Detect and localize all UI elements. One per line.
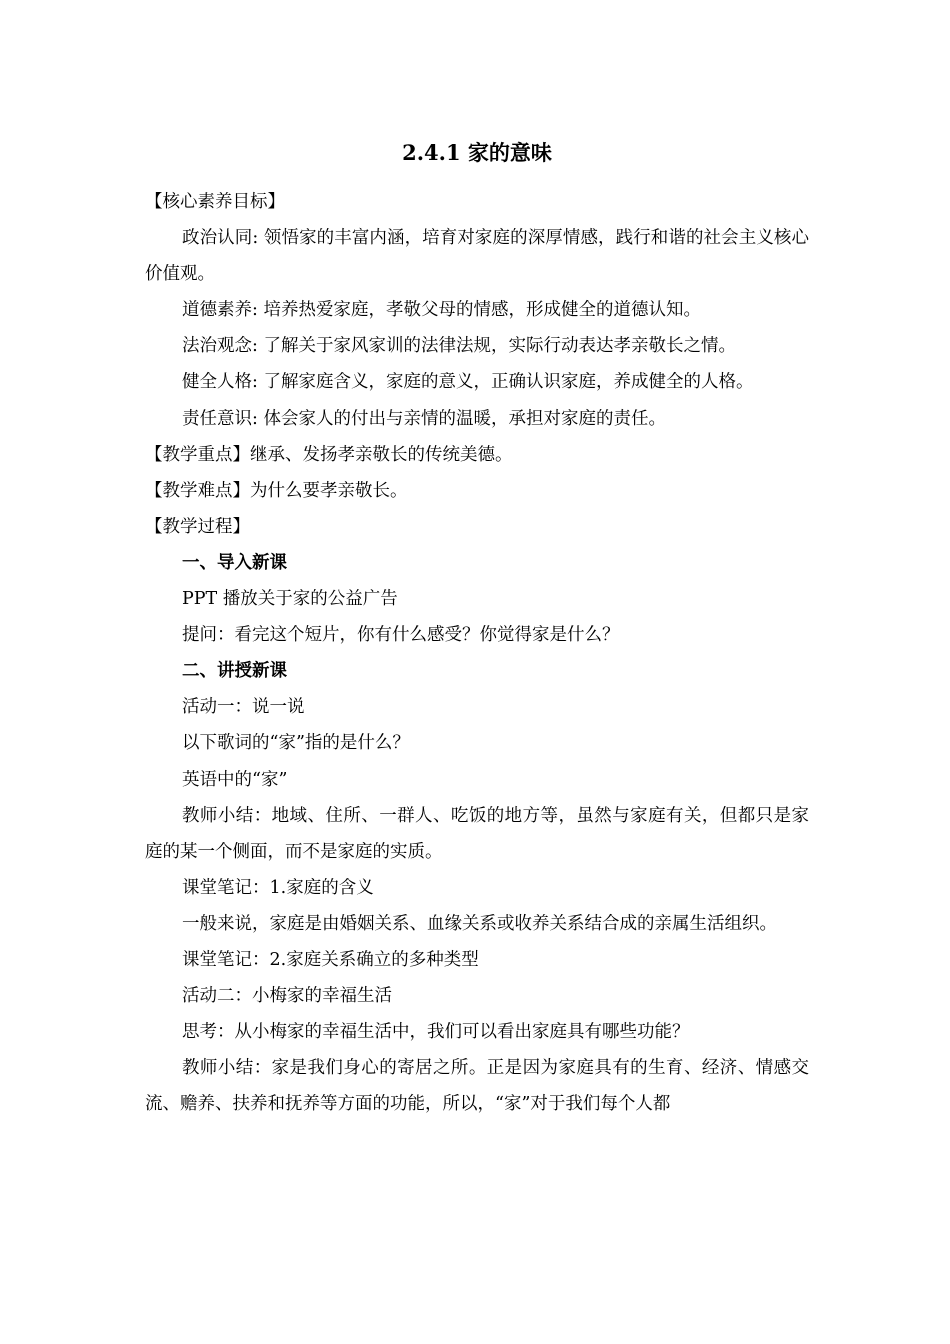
goal-responsibility: 责任意识: 体会家人的付出与亲情的温暖，承担对家庭的责任。	[182, 408, 666, 429]
difficult-point: 【教学难点】为什么要孝亲敬长。	[145, 480, 408, 501]
goal-personality: 健全人格: 了解家庭含义，家庭的意义，正确认识家庭，养成健全的人格。	[182, 372, 754, 393]
goal-political: 政治认同: 领悟家的丰富内涵，培育对家庭的深厚情感，践行和谐的社会主义核心价值观。	[145, 228, 809, 285]
activity2: 活动二：小梅家的幸福生活	[182, 986, 392, 1007]
document-title: 2.4.1 家的意味	[402, 140, 552, 165]
class-note-1: 课堂笔记：1.家庭的含义	[182, 877, 374, 898]
lyrics-question: 以下歌词的“家”指的是什么？	[182, 733, 410, 754]
document-body	[145, 184, 809, 1122]
goal-law: 法治观念: 了解关于家风家训的法律法规，实际行动表达孝亲敬长之情。	[182, 336, 736, 357]
class-note-2: 课堂笔记：2.家庭关系确立的多种类型	[182, 949, 479, 970]
process-header: 【教学过程】	[145, 516, 250, 537]
teacher-summary-1: 教师小结：地域、住所、一群人、吃饭的地方等，虽然与家庭有关，但都只是家庭的某一个侧面，而不是家庭的实质。	[145, 805, 809, 862]
family-definition: 一般来说，家庭是由婚姻关系、血缘关系或收养关系结合成的亲属生活组织。	[182, 913, 777, 934]
think-question: 思考：从小梅家的幸福生活中，我们可以看出家庭具有哪些功能？	[182, 1022, 690, 1043]
core-goals-header: 【核心素养目标】	[145, 192, 285, 212]
part1-question: 提问：看完这个短片，你有什么感受？你觉得家是什么？	[182, 625, 620, 646]
part1-heading: 一、导入新课	[182, 552, 287, 573]
activity1: 活动一：说一说	[182, 697, 305, 718]
key-point: 【教学重点】继承、发扬孝亲敬长的传统美德。	[145, 444, 513, 465]
teacher-summary-2: 教师小结：家是我们身心的寄居之所。正是因为家庭具有的生育、经济、情感交流、赡养、扶养和抚养等方面的功能，所以，“家”对于我们每个人都	[145, 1058, 809, 1115]
english-home: 英语中的“家”	[182, 769, 288, 790]
part1-ppt: PPT 播放关于家的公益广告	[182, 589, 398, 610]
goal-moral: 道德素养: 培养热爱家庭，孝敬父母的情感，形成健全的道德认知。	[182, 300, 701, 321]
part2-heading: 二、讲授新课	[182, 661, 287, 682]
